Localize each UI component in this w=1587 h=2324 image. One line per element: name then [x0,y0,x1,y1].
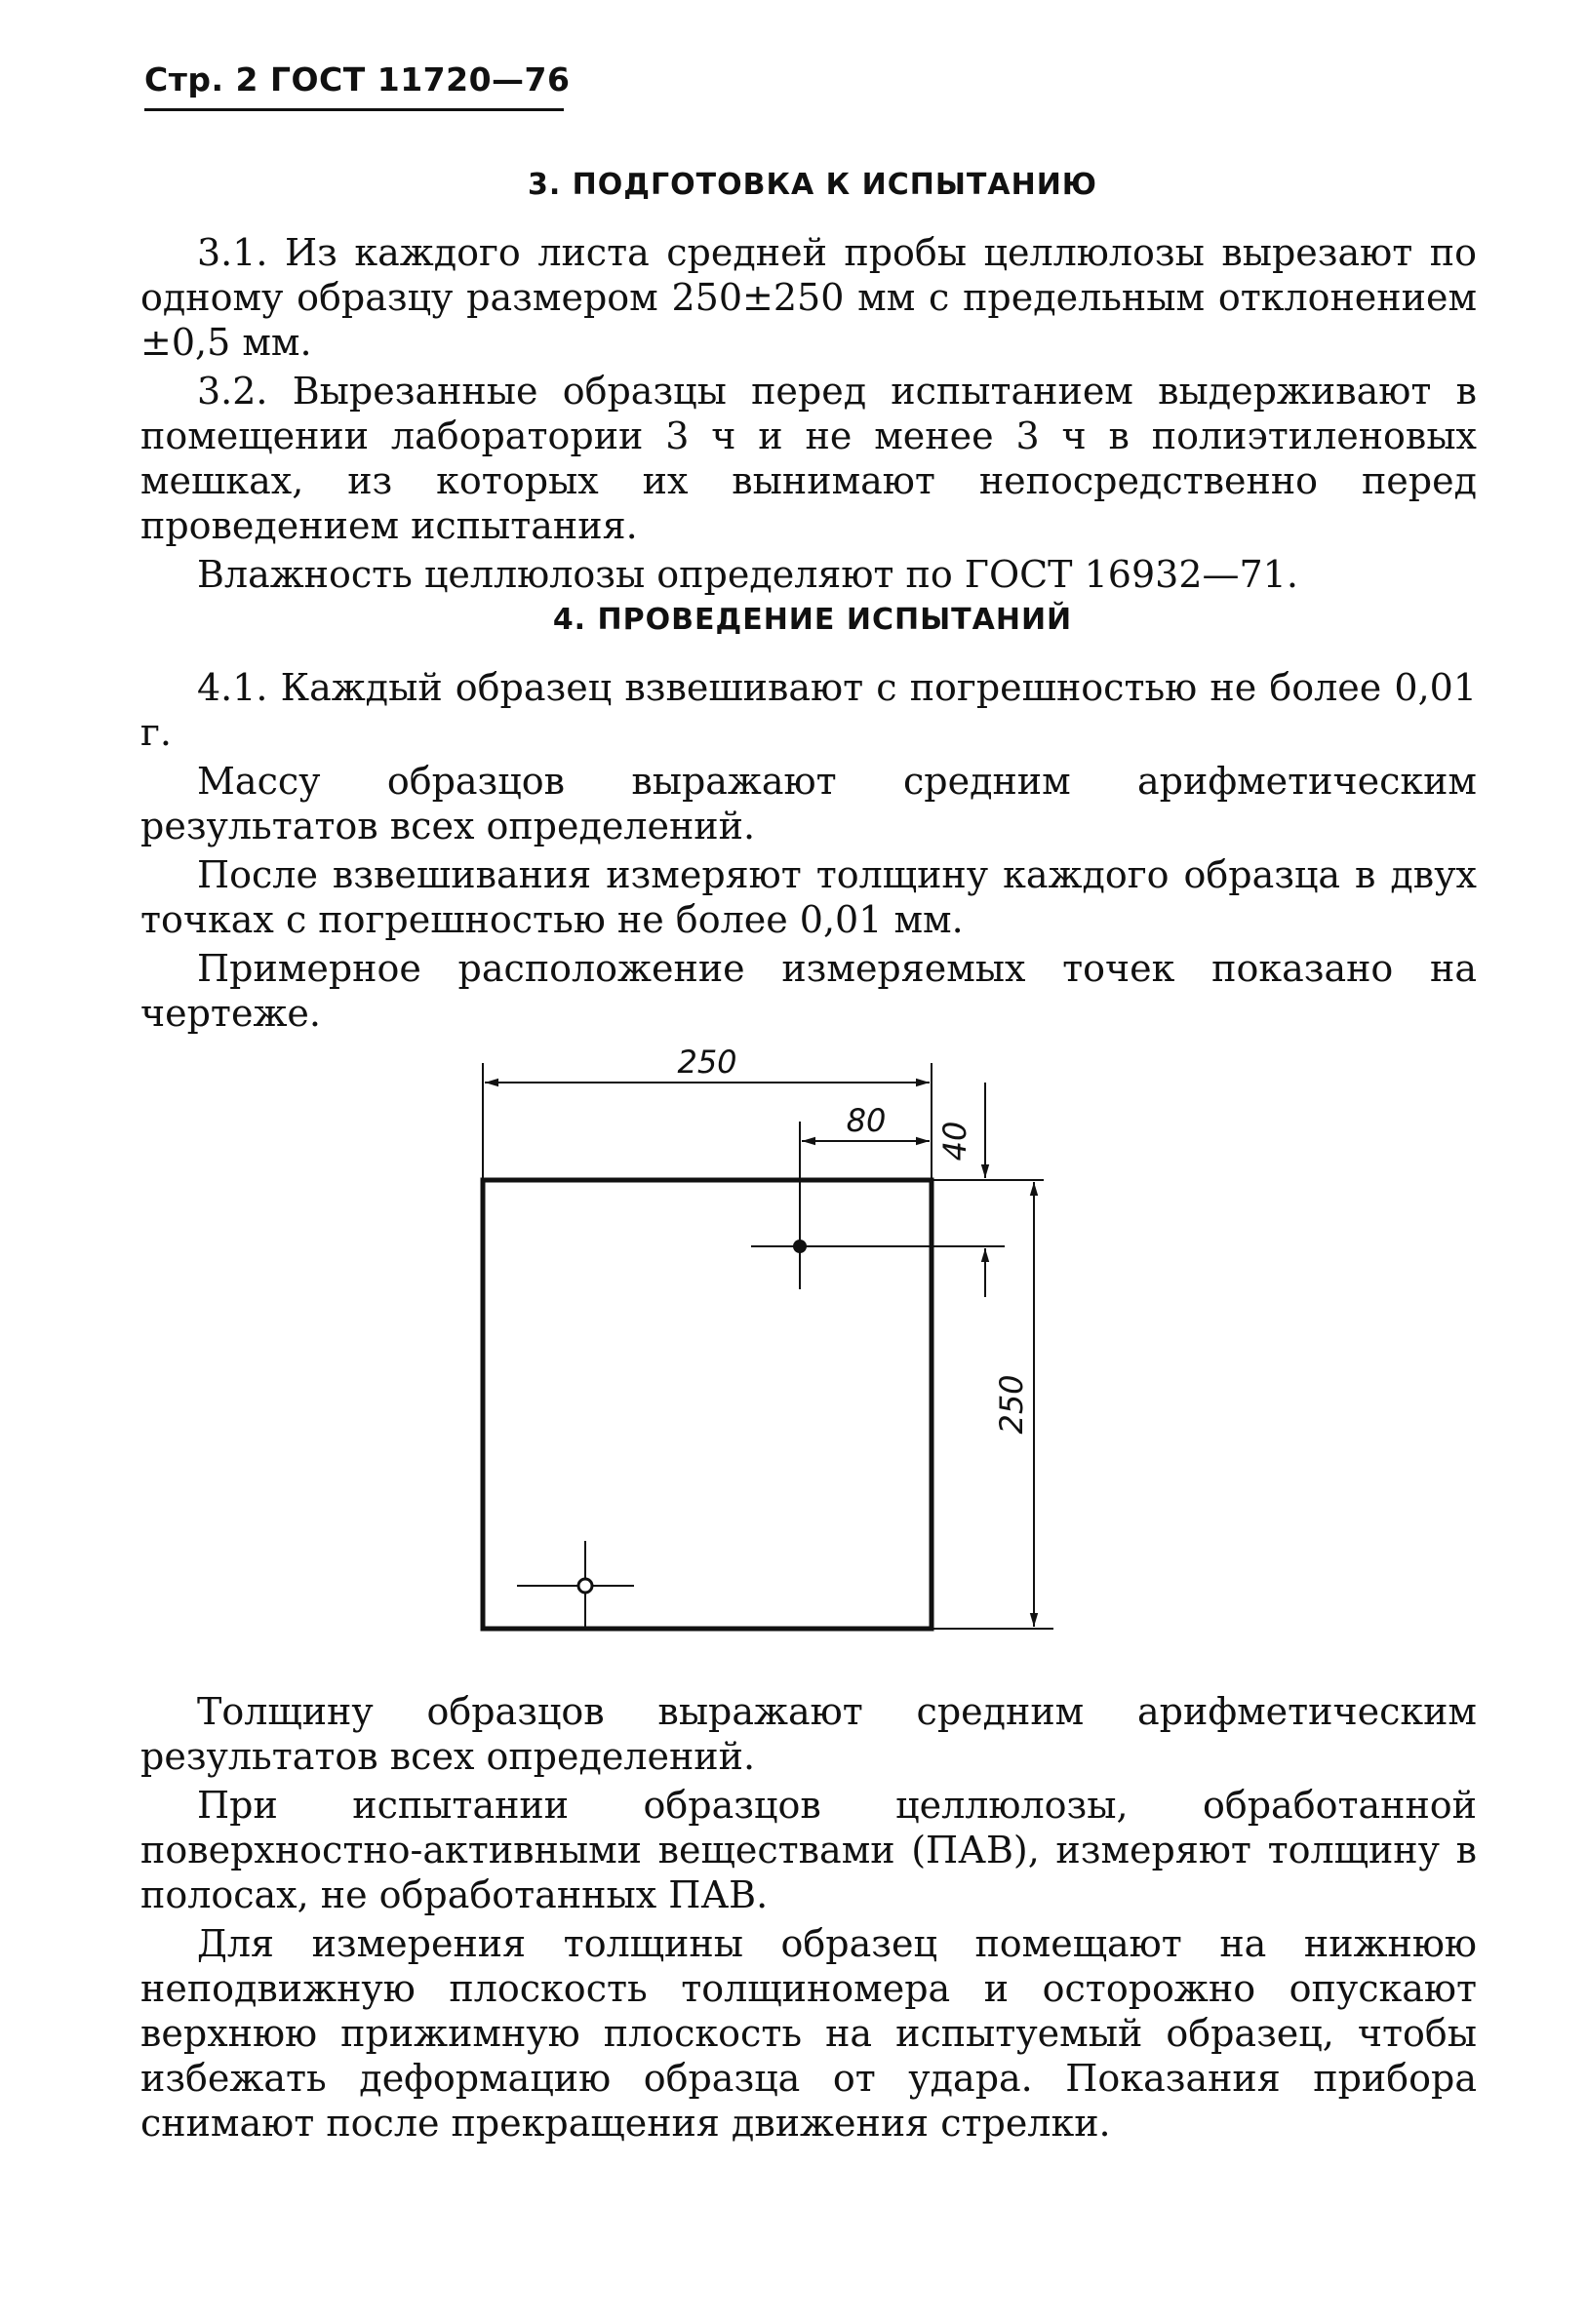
paragraph-3-1: 3.1. Из каждого листа средней пробы целлюлозы вырезают по одному образцу размером 250±250 мм с предельным отклонением ±0,5 мм. [140,231,1477,364]
paragraph-moisture: Влажность целлюлозы определяют по ГОСТ 16932—71. [197,553,1298,596]
measurement-drawing-svg [458,1034,1122,1658]
page-header [144,60,571,111]
page-header-label: Стр. 2 ГОСТ 11720—76 [144,60,571,98]
measurement-point-1 [793,1240,807,1253]
dim-width-label: 250 [677,1044,737,1081]
paragraph-thickness: После взвешивания измеряют толщину каждого образца в двух точках с погрешностью не более 0,01 мм. [140,853,1477,941]
dim-offset-y-label: 40 [936,1121,973,1162]
dim-height-label: 250 [993,1374,1030,1435]
dim-offset-x-label: 80 [846,1102,887,1139]
paragraph-procedure: Для измерения толщины образец помещают на нижнюю неподвижную плоскость толщиномера и осторожно опускают верхнюю прижимную плоскость на испытуемый образец, чтобы избежать деформацию образца от удара. Показания прибора снимают после прекращения движения стрелки. [140,1922,1477,2145]
paragraph-mass: Массу образцов выражают средним арифметическим результатов всех определений. [140,760,1477,847]
measurement-point-2 [578,1579,592,1593]
measurement-drawing [458,1034,1122,1658]
section-3-heading: 3. ПОДГОТОВКА К ИСПЫТАНИЮ [527,168,1098,202]
paragraph-drawing-ref: Примерное расположение измеряемых точек показано на чертеже. [140,947,1477,1035]
paragraph-surfactant: При испытании образцов целлюлозы, обработанной поверхностно-активными веществами (ПАВ), измеряют толщину в полосах, не обработанных ПАВ. [140,1784,1477,1916]
after-drawing-body [140,1689,1477,2146]
paragraph-thickness-result: Толщину образцов выражают средним арифметическим результатов всех определений. [140,1690,1477,1778]
section-4-body [140,665,1477,1036]
section-4-heading: 4. ПРОВЕДЕНИЕ ИСПЫТАНИЙ [552,603,1073,637]
section-3-body [140,230,1477,597]
paragraph-4-1: 4.1. Каждый образец взвешивают с погрешностью не более 0,01 г. [140,666,1477,754]
paragraph-3-2: 3.2. Вырезанные образцы перед испытанием выдерживают в помещении лаборатории 3 ч и не менее 3 ч в полиэтиленовых мешках, из которых их вынимают непосредственно перед проведением испытания. [140,370,1477,547]
